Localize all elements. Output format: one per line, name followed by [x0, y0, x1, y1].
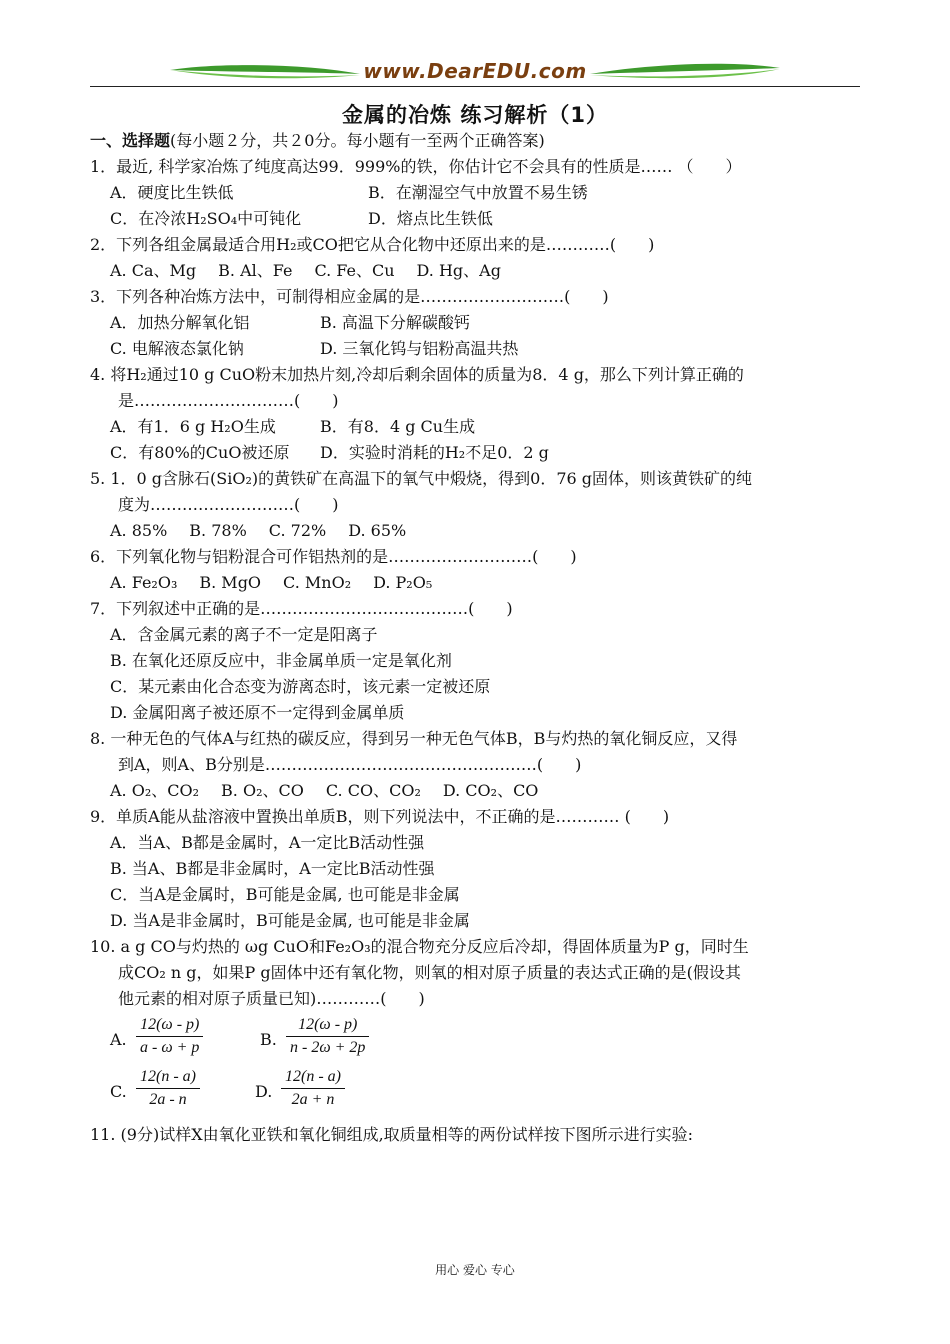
q6-option-c: C. MnO₂	[283, 573, 352, 592]
q8-option-b: B. O₂、CO	[221, 781, 304, 800]
q2-options	[90, 258, 865, 284]
header-banner	[90, 58, 860, 92]
q5-option-c: C. 72%	[268, 521, 327, 540]
q6-options	[90, 570, 865, 596]
q3-option-d: D. 三氧化钨与铝粉高温共热	[320, 339, 519, 358]
q2-option-d: D. Hg、Ag	[416, 261, 501, 280]
q1-options-row2	[90, 206, 865, 232]
q1-option-a: A．硬度比生铁低	[110, 183, 234, 202]
q10-option-c-denominator: 2a - n	[149, 1091, 187, 1108]
q5-option-b: B. 78%	[189, 521, 247, 540]
q5-stem-line2: 度为………………………( )	[118, 495, 339, 514]
q7-option-c: C．某元素由化合态变为游离态时，该元素一定被还原	[110, 677, 491, 696]
q3-options-row1	[90, 310, 865, 336]
q10-option-c-numerator: 12(n - a)	[140, 1068, 196, 1085]
section-note: (每小题２分，共２0分。每小题有一至两个正确答案)	[170, 131, 545, 150]
q10-option-b-denominator: n - 2ω + 2p	[290, 1039, 366, 1056]
q5-option-a: A. 85%	[110, 521, 168, 540]
q10-option-a-numerator: 12(ω - p)	[140, 1016, 200, 1033]
q4-options-row2	[90, 440, 865, 466]
q9-option-b: B. 当A、B都是非金属时，A一定比B活动性强	[110, 859, 435, 878]
q10-options-row2	[90, 1066, 865, 1116]
q10-option-d-denominator: 2a + n	[291, 1091, 335, 1108]
q10-option-d-numerator: 12(n - a)	[285, 1068, 341, 1085]
header-divider	[90, 86, 860, 87]
q8-options	[90, 778, 865, 804]
q11-stem: 11. (9分)试样X由氧化亚铁和氧化铜组成,取质量相等的两份试样按下图所示进行实验:	[90, 1125, 694, 1144]
section-heading	[90, 128, 865, 154]
q3-option-c: C. 电解液态氯化钠	[110, 339, 244, 358]
q4-option-d: D．实验时消耗的H₂不足0．2 g	[320, 443, 549, 462]
q3-option-a: A．加热分解氧化铝	[110, 313, 250, 332]
q5-options	[90, 518, 865, 544]
q2-option-c: C. Fe、Cu	[314, 261, 395, 280]
q7-option-d: D. 金属阳离子被还原不一定得到金属单质	[110, 703, 405, 722]
q10-stem-line1: 10. a g CO与灼热的 ωg CuO和Fe₂O₃的混合物充分反应后冷却，得固体质量为P g，同时生	[90, 937, 749, 956]
q10-option-b-numerator: 12(ω - p)	[298, 1016, 358, 1033]
q10-option-c-fraction	[136, 1066, 200, 1111]
q3-options-row2	[90, 336, 865, 362]
q2-option-b: B. Al、Fe	[218, 261, 293, 280]
q4-option-a: A．有1．6 g H₂O生成	[110, 417, 276, 436]
q1-option-d: D．熔点比生铁低	[368, 209, 493, 228]
q7-option-b: B. 在氧化还原反应中，非金属单质一定是氧化剂	[110, 651, 452, 670]
q6-option-d: D. P₂O₅	[373, 573, 433, 592]
q8-stem-line2: 到A，则A、B分别是……………………………………………( )	[118, 755, 582, 774]
q9-option-a: A．当A、B都是金属时，A一定比B活动性强	[110, 833, 425, 852]
q10-stem-line2: 成CO₂ n g，如果P g固体中还有氧化物，则氧的相对原子质量的表达式正确的是(假设其	[118, 963, 741, 982]
q4-option-b: B．有8．4 g Cu生成	[320, 417, 476, 436]
q4-stem-line2: 是…………………………( )	[118, 391, 339, 410]
q8-option-a: A. O₂、CO₂	[110, 781, 200, 800]
question-list	[90, 128, 865, 1148]
q1-options-row1	[90, 180, 865, 206]
q9-option-c: C．当A是金属时，B可能是金属, 也可能是非金属	[110, 885, 460, 904]
q10-options-row1	[90, 1014, 865, 1064]
site-logo: www.DearEDU.com	[363, 59, 587, 83]
q10-option-a-fraction	[136, 1014, 203, 1059]
q6-option-b: B. MgO	[199, 573, 262, 592]
q10-option-c-label: C.	[110, 1082, 127, 1101]
q7-option-a: A．含金属元素的离子不一定是阳离子	[110, 625, 378, 644]
q9-option-d: D. 当A是非金属时，B可能是金属, 也可能是非金属	[110, 911, 470, 930]
q10-stem-line3: 他元素的相对原子质量已知)…………( )	[118, 989, 425, 1008]
q8-option-c: C. CO、CO₂	[325, 781, 421, 800]
q10-option-b-fraction	[286, 1014, 369, 1059]
q2-option-a: A. Ca、Mg	[110, 261, 197, 280]
q6-option-a: A. Fe₂O₃	[110, 573, 178, 592]
q10-option-a-denominator: a - ω + p	[140, 1039, 200, 1056]
q1-option-b: B．在潮湿空气中放置不易生锈	[368, 183, 588, 202]
q1-stem: 1．最近, 科学家冶炼了纯度高达99．999%的铁，你估计它不会具有的性质是…… （ ）	[90, 157, 742, 176]
q8-stem-line1: 8. 一种无色的气体A与红热的碳反应，得到另一种无色气体B，B与灼热的氧化铜反应，又得	[90, 729, 738, 748]
q4-options-row1	[90, 414, 865, 440]
q10-option-b-label: B.	[260, 1030, 277, 1049]
page-footer: 用心 爱心 专心	[435, 1263, 515, 1277]
q2-stem: 2．下列各组金属最适合用H₂或CO把它从合化物中还原出来的是…………( )	[90, 235, 655, 254]
q10-option-d-label: D.	[255, 1082, 273, 1101]
q1-option-c: C．在冷浓H₂SO₄中可钝化	[110, 209, 302, 228]
q7-stem: 7．下列叙述中正确的是…………………………………( )	[90, 599, 513, 618]
q5-option-d: D. 65%	[348, 521, 407, 540]
q8-option-d: D. CO₂、CO	[442, 781, 539, 800]
page-title: 金属的冶炼 练习解析（1）	[342, 103, 608, 127]
q6-stem: 6．下列氧化物与铝粉混合可作铝热剂的是………………………( )	[90, 547, 577, 566]
q3-option-b: B. 高温下分解碳酸钙	[320, 313, 470, 332]
q9-stem: 9．单质A能从盐溶液中置换出单质B，则下列说法中，不正确的是………… ( )	[90, 807, 670, 826]
q4-stem-line1: 4. 将H₂通过10 g CuO粉末加热片刻,冷却后剩余固体的质量为8．4 g，那么下列计算正确的	[90, 365, 744, 384]
q4-option-c: C．有80%的CuO被还原	[110, 443, 290, 462]
q5-stem-line1: 5. 1．0 g含脉石(SiO₂)的黄铁矿在高温下的氧气中煅烧，得到0．76 g固体，则该黄铁矿的纯	[90, 469, 753, 488]
q10-option-a-label: A.	[110, 1030, 127, 1049]
section-title: 一、选择题	[90, 131, 171, 150]
q10-option-d-fraction	[281, 1066, 345, 1111]
q3-stem: 3．下列各种冶炼方法中，可制得相应金属的是………………………( )	[90, 287, 609, 306]
